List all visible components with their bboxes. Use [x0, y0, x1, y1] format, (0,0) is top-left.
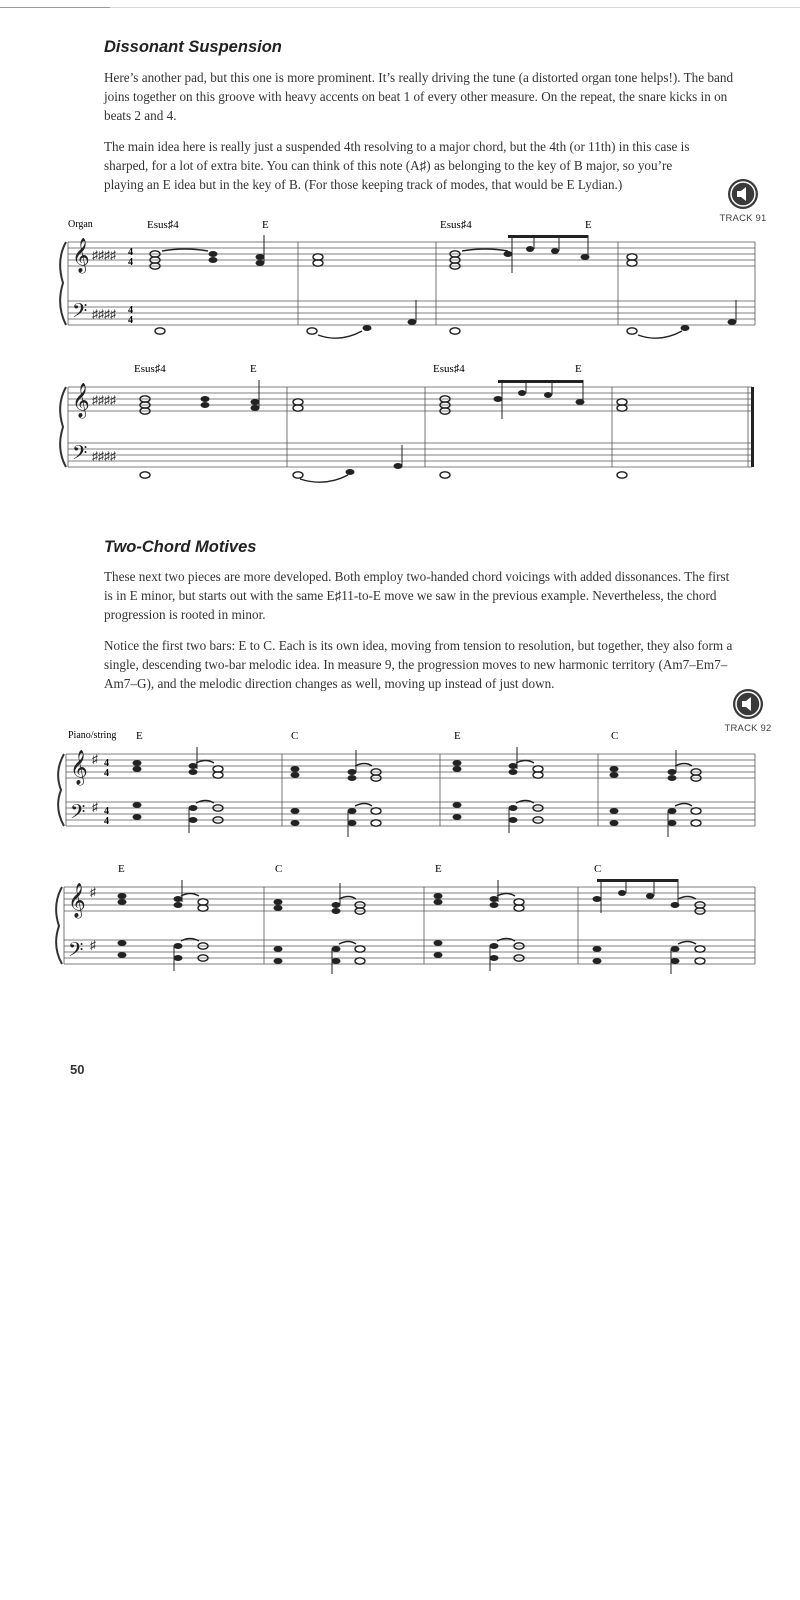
chord-symbol: E: [250, 363, 257, 375]
score-dissonant-suspension: [0, 215, 800, 505]
track-91-label: TRACK 91: [719, 213, 767, 224]
score-system-1: [60, 219, 755, 338]
speaker-icon[interactable]: [728, 179, 758, 209]
svg-text:♯♯♯♯: ♯♯♯♯: [92, 449, 116, 463]
svg-text:𝄢: 𝄢: [72, 301, 88, 327]
chord-symbol: Esus♯4: [433, 363, 465, 375]
score-system-2: [60, 363, 754, 482]
score-two-chord-motives: [0, 727, 800, 997]
svg-text:♯: ♯: [90, 938, 96, 952]
svg-text:4: 4: [104, 768, 109, 779]
svg-text:𝄞: 𝄞: [70, 751, 88, 784]
page-number: 50: [70, 1062, 85, 1077]
section-heading-two-chord-motives: Two-Chord Motives: [104, 538, 257, 556]
top-rule-accent: [0, 7, 110, 8]
svg-text:𝄞: 𝄞: [72, 384, 90, 417]
chord-symbol: E: [575, 363, 582, 375]
svg-text:♯♯♯♯: ♯♯♯♯: [92, 248, 116, 262]
track-92-label: TRACK 92: [724, 723, 772, 734]
instrument-label: Organ: [68, 219, 93, 230]
svg-text:𝄢: 𝄢: [72, 443, 88, 469]
chord-symbol: C: [594, 863, 602, 875]
svg-text:4: 4: [104, 806, 109, 817]
chord-symbol: C: [275, 863, 283, 875]
svg-text:♯♯♯♯: ♯♯♯♯: [92, 393, 116, 407]
section2-paragraph-1: These next two pieces are more developed. Both employ two-handed chord voicings with added dissonances. The first is in E minor, but starts out with the same E♯11-to-E move we saw in the previous example. Nevertheless, the chord progression is rooted in minor.: [104, 569, 730, 622]
svg-text:4: 4: [128, 257, 133, 268]
chord-symbol: Esus♯4: [440, 219, 472, 231]
chord-symbol: Esus♯4: [134, 363, 166, 375]
chord-symbol: E: [435, 863, 442, 875]
chord-symbol: C: [291, 730, 299, 742]
svg-text:𝄢: 𝄢: [70, 802, 86, 828]
section2-paragraph-2: Notice the first two bars: E to C. Each is its own idea, moving from tension to resolution, but together, they also form a single, descending two-bar melodic idea. In measure 9, the progression moves to new harmonic territory (Am7–Em7–Am7–G), and the melodic direction changes as well, moving up instead of just down.: [104, 638, 733, 691]
svg-text:♯: ♯: [90, 885, 96, 899]
svg-text:♯: ♯: [92, 800, 98, 814]
section1-paragraph-1: Here’s another pad, but this one is more prominent. It’s really driving the tune (a distorted organ tone helps!). The band joins together on this groove with heavy accents on beat 1 of every other measure. On the repeat, the snare kicks in on beats 2 and 4.: [104, 70, 734, 123]
chord-symbol: Esus♯4: [147, 219, 179, 231]
svg-text:♯♯♯♯: ♯♯♯♯: [92, 307, 116, 321]
top-rule: [0, 7, 800, 8]
chord-symbol: E: [262, 219, 269, 231]
svg-text:𝄞: 𝄞: [68, 884, 86, 917]
score-system-1: [58, 730, 755, 837]
svg-text:4: 4: [104, 758, 109, 769]
section-heading-dissonant-suspension: Dissonant Suspension: [104, 38, 282, 56]
svg-text:𝄞: 𝄞: [72, 239, 90, 272]
instrument-label: Piano/string: [68, 730, 117, 741]
svg-text:4: 4: [128, 315, 133, 326]
speaker-icon[interactable]: [733, 689, 763, 719]
score-system-2: [56, 863, 755, 974]
chord-symbol: C: [611, 730, 619, 742]
chord-symbol: E: [454, 730, 461, 742]
section1-paragraph-2: The main idea here is really just a suspended 4th resolving to a major chord, but the 4th (or 11th) in this case is sharped, for a lot of extra bite. You can think of this note (A♯) as belonging to the key of B major, so you’re playing an E idea but in the key of B. (For those keeping track of modes, that would be E Lydian.): [104, 139, 690, 192]
chord-symbol: E: [585, 219, 592, 231]
svg-text:4: 4: [128, 247, 133, 258]
svg-text:4: 4: [104, 816, 109, 827]
svg-text:4: 4: [128, 305, 133, 316]
svg-text:♯: ♯: [92, 752, 98, 766]
svg-text:𝄢: 𝄢: [68, 940, 84, 966]
chord-symbol: E: [136, 730, 143, 742]
chord-symbol: E: [118, 863, 125, 875]
